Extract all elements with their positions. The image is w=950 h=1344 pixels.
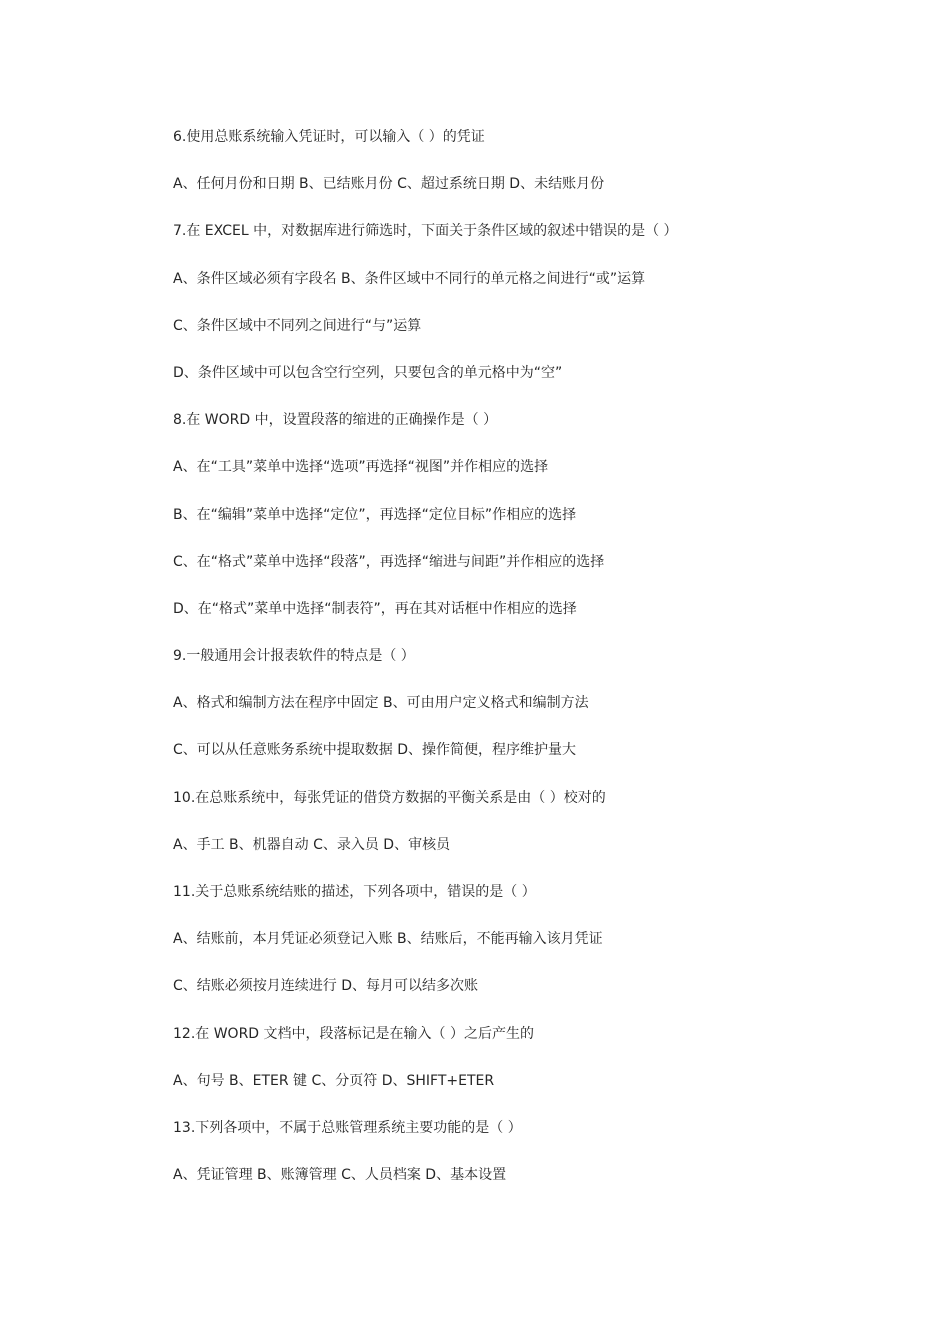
- question-12: 12.在 WORD 文档中，段落标记是在输入（ ）之后产生的: [173, 1025, 534, 1042]
- question-8: 8.在 WORD 中，设置段落的缩进的正确操作是（ ）: [173, 412, 498, 429]
- question-9: 9.一般通用会计报表软件的特点是（ ）: [173, 648, 415, 665]
- question-10: 10.在总账系统中，每张凭证的借贷方数据的平衡关系是由（ ）校对的: [173, 789, 606, 806]
- question-9-options-cd: C、可以从任意账务系统中提取数据 D、操作简便，程序维护量大: [173, 742, 577, 759]
- question-10-options: A、手工 B、机器自动 C、录入员 D、审核员: [173, 836, 451, 853]
- question-8-option-d: D、在“格式”菜单中选择“制表符”，再在其对话框中作相应的选择: [173, 600, 577, 617]
- question-7-option-d: D、条件区域中可以包含空行空列，只要包含的单元格中为“空”: [173, 364, 563, 381]
- question-13: 13.下列各项中，不属于总账管理系统主要功能的是（ ）: [173, 1119, 522, 1136]
- question-7-option-c: C、条件区域中不同列之间进行“与”运算: [173, 317, 422, 334]
- question-8-option-b: B、在“编辑”菜单中选择“定位”，再选择“定位目标”作相应的选择: [173, 506, 577, 523]
- question-11: 11.关于总账系统结账的描述，下列各项中，错误的是（ ）: [173, 884, 536, 900]
- question-6-options: A、任何月份和日期 B、已结账月份 C、超过系统日期 D、未结账月份: [173, 176, 605, 193]
- question-12-options: A、句号 B、ETER 键 C、分页符 D、SHIFT+ETER: [173, 1072, 495, 1089]
- question-13-options: A、凭证管理 B、账簿管理 C、人员档案 D、基本设置: [173, 1167, 507, 1184]
- question-11-options-cd: C、结账必须按月连续进行 D、每月可以结多次账: [173, 978, 479, 995]
- question-8-option-c: C、在“格式”菜单中选择“段落”，再选择“缩进与间距”并作相应的选择: [173, 553, 605, 570]
- question-7: 7.在 EXCEL 中，对数据库进行筛选时，下面关于条件区域的叙述中错误的是（ ）: [173, 223, 678, 240]
- question-list: [173, 126, 873, 1211]
- question-6: 6.使用总账系统输入凭证时，可以输入（ ）的凭证: [173, 129, 485, 145]
- question-9-options-ab: A、格式和编制方法在程序中固定 B、可由用户定义格式和编制方法: [173, 695, 589, 712]
- question-11-options-ab: A、结账前，本月凭证必须登记入账 B、结账后，不能再输入该月凭证: [173, 931, 603, 948]
- question-8-option-a: A、在“工具”菜单中选择“选项”再选择“视图”并作相应的选择: [173, 459, 549, 476]
- question-7-options-ab: A、条件区域必须有字段名 B、条件区域中不同行的单元格之间进行“或”运算: [173, 270, 646, 287]
